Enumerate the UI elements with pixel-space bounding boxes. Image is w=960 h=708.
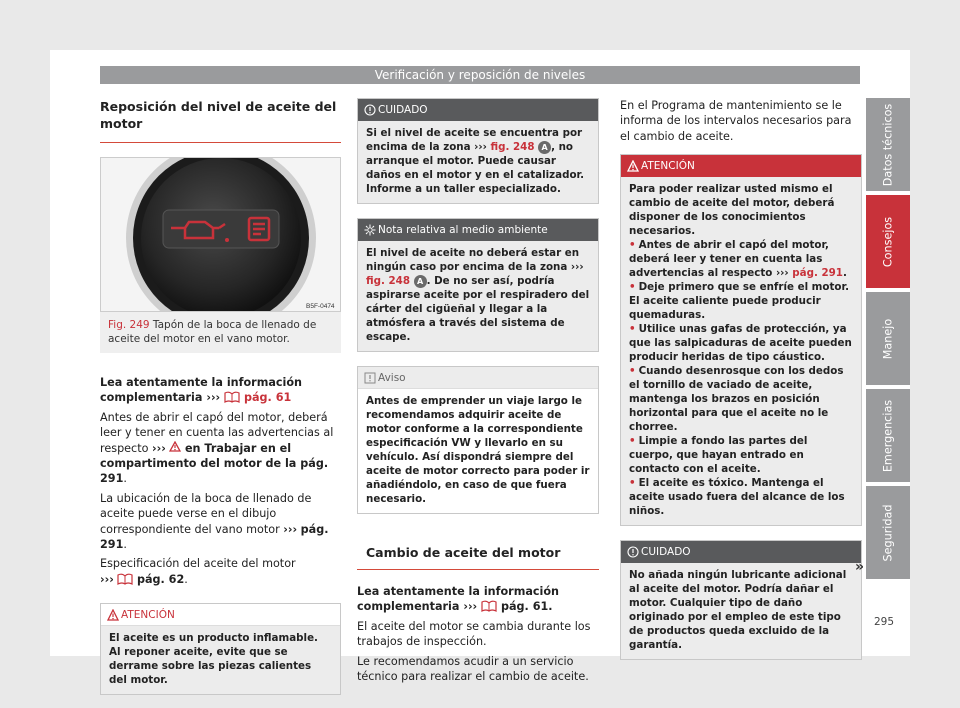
note-label: Aviso [378,372,406,384]
warning-bullet: • Cuando desenrosque con los dedos el tornillo de vaciado de aceite, mantenga los brazos en posición horizontal para que el aceite no le chorree. [629,365,844,434]
warning-box-flammable [100,603,341,695]
warning-box-oil-change [620,154,862,526]
column-middle [357,98,599,688]
page-header-title: Verificación y reposición de niveles [374,68,586,82]
figure-link[interactable]: fig. 248 [490,141,535,153]
tab-label: Datos técnicos [881,103,895,186]
paragraph-filler-location: La ubicación de la boca de llenado de aceite puede verse en el dibujo correspondiente del vano motor ››› pág. 291. [100,491,329,552]
figure-link[interactable]: fig. 248 [366,275,410,287]
info-reference-paragraph: Lea atentamente la información complementaria ››› pág. 61. [357,585,560,614]
figure-caption [100,312,341,353]
book-icon [117,573,133,585]
figure-number: Fig. 249 [108,319,150,331]
tab-datos-tecnicos[interactable] [866,98,910,191]
paragraph-oil-change-service: Le recomendamos acudir a un servicio técnico para realizar el cambio de aceite. [357,654,589,684]
zone-marker: A [414,275,427,288]
paragraph-open-hood: Antes de abrir el capó del motor, deberá leer y tener en cuenta las advertencias al respecto ››› en Trabajar en el compartimento del motor de la pág. 291. [100,410,334,486]
warning-lead: Para poder realizar usted mismo el cambio de aceite del motor, deberá disponer de los conocimientos necesarios. [629,183,835,238]
note-text: Antes de emprender un viaje largo le recomendamos adquirir aceite de motor conforme a la correspondiente especificación VW y llevarlo en su vehículo. Así dispondrá siempre del aceite de motor correcto para poder ir añadiéndolo, en caso de que fuera necesario. [358,389,598,513]
oil-cap-illustration [101,158,341,312]
column-left [100,98,341,708]
tab-emergencias[interactable] [866,389,910,482]
warning-bullet: • Antes de abrir el capó del motor, deberá leer y tener en cuenta las advertencias al respecto ››› pág. 291. [629,239,847,280]
tab-label: Emergencias [881,399,895,472]
environment-text: El nivel de aceite no deberá estar en ningún caso por encima de la zona ››› fig. 248 A . De no ser así, podría aspirarse aceite por el respiradero del cárter del cigüeñal y llegar a la atmósfera a través del sistema de escape. [358,241,598,351]
page-link[interactable]: pág. 291 [100,522,329,552]
paragraph-oil-spec: Especificación del aceite del motor ››› pág. 62. [100,557,296,586]
tab-label: Consejos [881,216,895,267]
paragraph-oil-change-inspection: El aceite del motor se cambia durante los trabajos de inspección. [357,619,591,649]
book-icon [224,391,240,403]
warning-triangle-icon [169,441,181,452]
warning-text: El aceite es un producto inflamable. Al reponer aceite, evite que se derrame sobre las piezas calientes del motor. [101,626,340,694]
column-right [620,98,862,674]
page-number: 295 [874,616,895,628]
paragraph-maintenance-intro: En el Programa de mantenimiento se le informa de los intervalos necesarios para el cambio de aceite. [620,99,852,143]
note-icon [364,372,376,384]
warning-triangle-icon [107,609,119,621]
page-header [100,66,860,84]
figure-code: B5F-0474 [306,303,335,310]
warning-bullet: • Limpie a fondo las partes del cuerpo, que hayan entrado en contacto con el aceite. [629,435,808,476]
tab-seguridad[interactable] [866,486,910,579]
info-circle-icon [627,546,639,558]
tab-label: Seguridad [881,504,895,561]
warning-triangle-icon [627,160,639,172]
zone-marker: A [538,141,551,154]
figure-caption-text: Tapón de la boca de llenado de aceite del motor en el vano motor. [108,319,317,345]
caution-box-oil-level [357,98,599,204]
environment-note-box [357,218,599,352]
section-title-oil-refill: Reposición del nivel de aceite del motor [100,98,341,143]
chapter-tabs [866,98,910,583]
book-icon [481,600,497,612]
tab-manejo[interactable] [866,292,910,385]
info-reference-paragraph: Lea atentamente la información complementaria ››› pág. 61 [100,376,303,405]
page-link[interactable]: pág. 62 [136,572,185,586]
environment-label: Nota relativa al medio ambiente [378,224,548,236]
warning-text [621,177,861,525]
info-circle-icon [364,104,376,116]
engine-compartment-link[interactable]: en Trabajar en el compartimento del motor de la pág. 291 [100,441,329,486]
warning-label: ATENCIÓN [641,160,695,173]
caution-box-additives [620,540,862,660]
warning-label: ATENCIÓN [121,609,175,622]
warning-bullet: • Deje primero que se enfríe el motor. El aceite caliente puede producir quemaduras. [629,281,850,322]
tab-label: Manejo [881,318,895,359]
caution-text: No añada ningún lubricante adicional al aceite del motor. Podría dañar el motor. Cualquier tipo de daño originado por el empleo de este tipo de productos queda excluido de la garantía. [621,563,861,659]
page-link[interactable]: pág. 291 [792,267,843,280]
page-link[interactable]: pág. 61 [243,391,292,405]
environment-leaf-icon [364,224,376,236]
warning-bullet: • El aceite es tóxico. Mantenga el aceite usado fuera del alcance de los niños. [629,477,845,518]
continue-marker: » [855,559,865,575]
figure-oil-cap-photo [100,157,341,312]
note-box-long-trip [357,366,599,514]
page-link[interactable]: pág. 61 [500,600,549,614]
warning-bullet: • Utilice unas gafas de protección, ya que las salpicaduras de aceite pueden producir heridas de tipo cáustico. [629,323,852,364]
caution-text: Si el nivel de aceite se encuentra por encima de la zona ››› fig. 248 A , no arranque el motor. Puede causar daños en el motor y en el catalizador. Informe a un taller especializado. [358,121,598,203]
section-title-oil-change: Cambio de aceite del motor [357,544,599,570]
caution-label: CUIDADO [378,104,428,116]
tab-consejos[interactable] [866,195,910,288]
caution-label: CUIDADO [641,546,691,559]
